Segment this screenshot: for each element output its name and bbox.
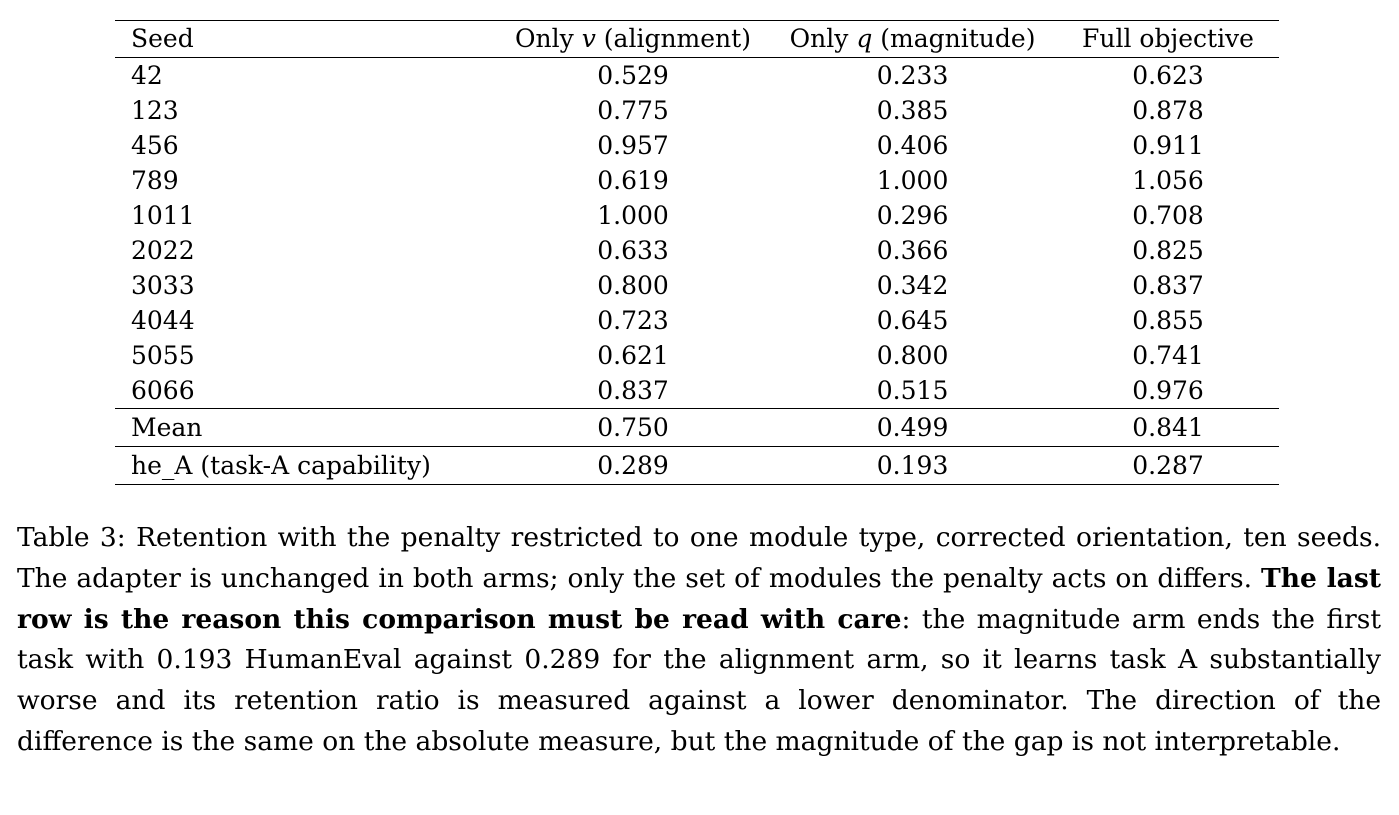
cell-only-q: 0.645 xyxy=(876,306,949,335)
table-row xyxy=(115,128,1279,163)
cell-seed: 4044 xyxy=(131,306,195,335)
table-row xyxy=(115,58,1279,94)
cell-full: 1.056 xyxy=(1132,166,1204,195)
cell-only-v: 0.957 xyxy=(597,131,669,160)
cell-full: 0.855 xyxy=(1132,306,1204,335)
table-caption xyxy=(17,518,1381,763)
cell-full: 0.708 xyxy=(1132,201,1204,230)
cell-full: 0.837 xyxy=(1132,271,1204,300)
cell-seed: 1011 xyxy=(131,201,195,230)
header-seed: Seed xyxy=(115,21,498,58)
cell-only-v: 0.800 xyxy=(597,271,669,300)
mean-full: 0.841 xyxy=(1057,409,1279,447)
cell-only-v: 0.529 xyxy=(597,61,669,90)
table-row xyxy=(115,93,1279,128)
cell-only-v: 0.723 xyxy=(597,306,669,335)
cell-only-q: 0.366 xyxy=(876,236,949,265)
cell-full: 0.623 xyxy=(1132,61,1204,90)
header-only-q xyxy=(768,21,1057,58)
cell-only-q: 1.000 xyxy=(876,166,949,195)
cell-only-q: 0.406 xyxy=(876,131,949,160)
cell-only-q: 0.296 xyxy=(876,201,949,230)
cell-only-v: 0.633 xyxy=(597,236,669,265)
cell-seed: 123 xyxy=(131,96,179,125)
table-row xyxy=(115,198,1279,233)
results-table-container xyxy=(115,20,1279,485)
table-row xyxy=(115,233,1279,268)
header-only-v-symbol: v xyxy=(581,24,596,53)
cell-seed: 5055 xyxy=(131,341,195,370)
table-row xyxy=(115,163,1279,198)
cell-only-v: 0.837 xyxy=(597,376,669,405)
cell-full: 0.878 xyxy=(1132,96,1204,125)
mean-row xyxy=(115,409,1279,447)
cell-only-q: 0.385 xyxy=(876,96,949,125)
cell-seed: 42 xyxy=(131,61,163,90)
header-only-q-suffix: (magnitude) xyxy=(872,24,1036,53)
cell-only-q: 0.342 xyxy=(876,271,949,300)
cell-only-q: 0.800 xyxy=(876,341,949,370)
header-only-q-prefix: Only xyxy=(789,24,857,53)
header-only-v xyxy=(498,21,768,58)
caption-part-2: : the magnitude arm ends the first task with 0.193 HumanEval against 0.289 for the alignment arm, so it learns task A substantially worse and its retention ratio is measured against a lower denominator. The direction of the difference is the same on the absolute measure, but the magnitude of the gap is not interpretable. xyxy=(17,603,1381,757)
he-a-label: he_A (task-A capability) xyxy=(115,447,498,485)
cell-only-v: 0.775 xyxy=(597,96,669,125)
cell-seed: 2022 xyxy=(131,236,195,265)
he-a-only-v: 0.289 xyxy=(498,447,768,485)
cell-full: 0.741 xyxy=(1132,341,1204,370)
mean-only-q: 0.499 xyxy=(768,409,1057,447)
table-row xyxy=(115,303,1279,338)
cell-only-q: 0.515 xyxy=(876,376,949,405)
he-a-row xyxy=(115,447,1279,485)
cell-full: 0.825 xyxy=(1132,236,1204,265)
cell-seed: 456 xyxy=(131,131,179,160)
he-a-only-q: 0.193 xyxy=(768,447,1057,485)
header-full-objective: Full objective xyxy=(1057,21,1279,58)
header-only-q-symbol: q xyxy=(856,24,873,53)
caption-part-1: Table 3: Retention with the penalty restricted to one module type, corrected orientation, ten seeds. The adapter is unchanged in both arms; only the set of modules the penalty acts on differs. xyxy=(17,522,1381,594)
cell-only-v: 1.000 xyxy=(597,201,669,230)
he-a-full: 0.287 xyxy=(1057,447,1279,485)
table-row xyxy=(115,373,1279,409)
cell-only-v: 0.621 xyxy=(597,341,669,370)
cell-full: 0.976 xyxy=(1132,376,1204,405)
cell-only-q: 0.233 xyxy=(876,61,949,90)
cell-only-v: 0.619 xyxy=(597,166,669,195)
header-only-v-prefix: Only xyxy=(515,24,582,53)
header-only-v-suffix: (alignment) xyxy=(595,24,751,53)
cell-seed: 6066 xyxy=(131,376,195,405)
caption-bold: The last row is the reason this comparison must be read with care xyxy=(17,562,1381,635)
cell-seed: 3033 xyxy=(131,271,195,300)
cell-full: 0.911 xyxy=(1132,131,1204,160)
table-header-row xyxy=(115,21,1279,58)
table-row xyxy=(115,268,1279,303)
mean-label: Mean xyxy=(115,409,498,447)
mean-only-v: 0.750 xyxy=(498,409,768,447)
cell-seed: 789 xyxy=(131,166,179,195)
table-row xyxy=(115,338,1279,373)
retention-table xyxy=(115,20,1279,485)
